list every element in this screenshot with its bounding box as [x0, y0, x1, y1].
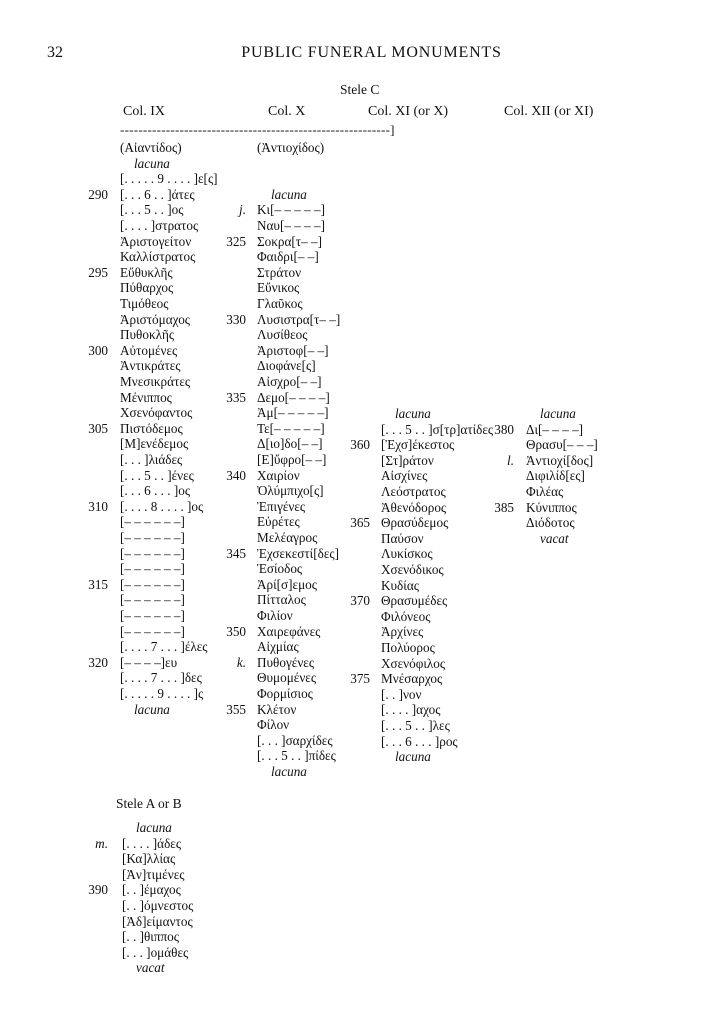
- name-entry: [. . . . ]άδες: [122, 836, 182, 851]
- name-entry: [– – – – – –]: [120, 561, 185, 576]
- col-x-heading: Col. X: [268, 104, 306, 119]
- name-entry: Γλαῦκος: [257, 296, 303, 311]
- name-entry: Τε[– – – – –]: [257, 421, 325, 436]
- line-number: 315: [88, 577, 108, 592]
- name-entry: Ἀντικράτες: [120, 358, 181, 373]
- line-number: 310: [88, 499, 108, 514]
- name-entry: [. . ]έμαχος: [122, 882, 181, 897]
- name-entry: [– – – – – –]: [120, 608, 185, 623]
- name-entry: Αἰχμίας: [257, 639, 299, 654]
- name-entry: Σοκρα[τ– –]: [257, 234, 322, 249]
- name-entry: [– – – –]ευ: [120, 655, 178, 670]
- line-number: j.: [239, 202, 246, 217]
- stele-c-title: Stele C: [340, 82, 380, 97]
- name-entry: [– – – – – –]: [120, 577, 185, 592]
- name-entry: [Ε]ὔφρο[– –]: [257, 452, 327, 467]
- name-entry: Δ[ιο]δο[– –]: [257, 436, 323, 451]
- name-entry: [. . ]θιππος: [122, 929, 179, 944]
- name-entry: Φιλόνεος: [381, 609, 431, 624]
- name-entry: Παύσον: [381, 531, 424, 546]
- line-number: 325: [226, 234, 246, 249]
- name-entry: Χσενόφιλος: [381, 656, 446, 671]
- name-entry: Χσενόδικος: [381, 562, 444, 577]
- editorial-note: lacuna: [134, 156, 170, 171]
- line-number: 365: [350, 515, 370, 530]
- name-entry: [Κα]λλίας: [122, 851, 176, 866]
- name-entry: Ἀριστογείτον: [120, 234, 192, 249]
- name-entry: [. . . . . 9 . . . . ]ς: [120, 686, 204, 701]
- name-entry: [Στ]ράτον: [381, 453, 434, 468]
- name-entry: [. . . . 8 . . . . ]ος: [120, 499, 204, 514]
- editorial-note: lacuna: [271, 764, 307, 779]
- name-entry: Χαιρίον: [257, 468, 300, 483]
- name-entry: Τιμόθεος: [120, 296, 169, 311]
- name-entry: Λυσίθεος: [257, 327, 308, 342]
- line-number: 295: [88, 265, 108, 280]
- name-entry: [Μ]ενέδεμος: [120, 436, 189, 451]
- name-entry: [. . . ]σαρχίδες: [257, 733, 333, 748]
- name-entry: Λυσιστρα[τ– –]: [257, 312, 341, 327]
- editorial-note: vacat: [136, 960, 165, 975]
- name-entry: Θυμομένες: [257, 670, 317, 685]
- name-entry: Διοφάνε[ς]: [257, 358, 316, 373]
- name-entry: Ναυ[– – – –]: [257, 218, 326, 233]
- name-entry: [. . . 6 . . . ]ρος: [381, 734, 458, 749]
- name-entry: Θρασυμέδες: [381, 593, 448, 608]
- name-entry: Διφιλίδ[ες]: [526, 468, 585, 483]
- column-rule: -----------------------------------------------------------]: [120, 122, 395, 137]
- name-entry: Ἐπιγένες: [257, 499, 306, 514]
- name-entry: [. . . . . 9 . . . . ]ε[ς]: [120, 171, 218, 186]
- col-ix-heading: Col. IX: [123, 104, 165, 119]
- name-entry: Στράτον: [257, 265, 302, 280]
- name-entry: Μνεσικράτες: [120, 374, 191, 389]
- name-entry: Διόδοτος: [526, 515, 575, 530]
- name-entry: Φορμίσιος: [257, 686, 313, 701]
- stele-ab-title: Stele A or B: [116, 796, 182, 811]
- name-entry: Κύνιππος: [526, 500, 577, 515]
- line-number: 380: [494, 422, 514, 437]
- name-entry: Φιλέας: [526, 484, 564, 499]
- line-number: l.: [507, 453, 514, 468]
- name-entry: Φίλον: [257, 717, 290, 732]
- name-entry: Πίτταλος: [257, 592, 306, 607]
- line-number: 330: [226, 312, 246, 327]
- name-entry: Φαιδρι[– –]: [257, 249, 319, 264]
- name-entry: Θρασύδεμος: [381, 515, 449, 530]
- name-entry: [. . . 5 . . ]λες: [381, 718, 450, 733]
- line-number: 350: [226, 624, 246, 639]
- line-number: 300: [88, 343, 108, 358]
- name-entry: Πολύορος: [381, 640, 435, 655]
- editorial-note: lacuna: [395, 749, 431, 764]
- name-entry: Δι[– – – –]: [526, 422, 584, 437]
- name-entry: [. . . 5 . . ]ος: [120, 202, 184, 217]
- name-entry: Ἀριστόμαχος: [120, 312, 191, 327]
- name-entry: Εὔνικος: [257, 280, 300, 295]
- name-entry: [. . . . ]στρατος: [120, 218, 199, 233]
- editorial-note: lacuna: [136, 820, 172, 835]
- name-entry: Ἀρχίνες: [381, 624, 424, 639]
- line-number: 355: [226, 702, 246, 717]
- line-number: 375: [350, 671, 370, 686]
- col-xii-heading: Col. XII (or XI): [504, 104, 594, 119]
- line-number: m.: [95, 836, 108, 851]
- name-entry: Θρασυ[– – –]: [526, 437, 598, 452]
- line-number: 290: [88, 187, 108, 202]
- name-entry: Κι[– – – – –]: [257, 202, 326, 217]
- name-entry: Αἰσχρο[– –]: [257, 374, 322, 389]
- name-entry: [– – – – – –]: [120, 624, 185, 639]
- page-number: 32: [47, 44, 63, 61]
- name-entry: Κλέτον: [257, 702, 297, 717]
- running-head: PUBLIC FUNERAL MONUMENTS: [241, 44, 502, 61]
- name-entry: Ἀρί[σ]εμος: [257, 577, 317, 592]
- name-entry: (Αἰαντίδος): [120, 140, 182, 155]
- name-entry: [. . . . 7 . . . ]έλες: [120, 639, 208, 654]
- line-number: 335: [226, 390, 246, 405]
- name-entry: Μνέσαρχος: [381, 671, 443, 686]
- line-number: 345: [226, 546, 246, 561]
- name-entry: Φιλίον: [257, 608, 293, 623]
- col-xi-heading: Col. XI (or X): [368, 104, 449, 119]
- line-number: 305: [88, 421, 108, 436]
- name-entry: Ἀντιοχί[δος]: [526, 453, 594, 468]
- name-entry: Λυκίσκος: [381, 546, 433, 561]
- name-entry: Ἀριστοφ[– –]: [257, 343, 329, 358]
- name-entry: Εὔθυκλῆς: [120, 265, 173, 280]
- name-entry: [. . . 5 . . ]ένες: [120, 468, 194, 483]
- name-entry: Χσενόφαντος: [120, 405, 193, 420]
- line-number: 370: [350, 593, 370, 608]
- name-entry: Ὀλύμπιχο[ς]: [257, 483, 324, 498]
- name-entry: Μελέαγρος: [257, 530, 318, 545]
- name-entry: Αὐτομένες: [120, 343, 178, 358]
- name-entry: Μένιππος: [120, 390, 172, 405]
- name-entry: [– – – – – –]: [120, 530, 185, 545]
- name-entry: Ἐχσεκεστί[δες]: [257, 546, 339, 561]
- name-entry: Πύθαρχος: [120, 280, 174, 295]
- name-entry: [– – – – – –]: [120, 546, 185, 561]
- name-entry: [. . . ]λιάδες: [120, 452, 183, 467]
- line-number: k.: [236, 655, 246, 670]
- name-entry: [Ἐχσ]έκεστος: [381, 437, 455, 452]
- name-entry: [. . . 6 . . . ]ος: [120, 483, 191, 498]
- editorial-note: vacat: [540, 531, 569, 546]
- name-entry: [Ἀδ]είμαντος: [122, 914, 193, 929]
- name-entry: Ἀμ[– – – – –]: [257, 405, 329, 420]
- name-entry: Πυθοκλῆς: [120, 327, 175, 342]
- name-entry: [. . . . 7 . . . ]δες: [120, 670, 202, 685]
- editorial-note: lacuna: [271, 187, 307, 202]
- name-entry: Εὐρέτες: [257, 514, 300, 529]
- name-entry: Πιστόδεμος: [120, 421, 183, 436]
- name-entry: [. . . ]ομάθες: [122, 945, 189, 960]
- line-number: 360: [350, 437, 370, 452]
- line-number: 320: [88, 655, 108, 670]
- name-entry: Κυδίας: [381, 578, 419, 593]
- name-entry: (Ἀντιοχίδος): [257, 140, 325, 155]
- name-entry: [Ἀν]τιμένες: [122, 867, 185, 882]
- name-entry: [. . . . ]αχος: [381, 702, 441, 717]
- name-entry: [. . . 6 . . ]άτες: [120, 187, 195, 202]
- name-entry: [. . . 5 . . ]πίδες: [257, 748, 336, 763]
- name-entry: Δεμο[– – – –]: [257, 390, 330, 405]
- line-number: 385: [494, 500, 514, 515]
- name-entry: Καλλίστρατος: [120, 249, 196, 264]
- name-entry: [. . ]νον: [381, 687, 422, 702]
- name-entry: [– – – – – –]: [120, 592, 185, 607]
- name-entry: Πυθογένες: [257, 655, 315, 670]
- name-entry: Ἀθενόδορος: [381, 500, 447, 515]
- name-entry: Ἑσίοδος: [257, 561, 303, 576]
- name-entry: Λεόστρατος: [381, 484, 446, 499]
- editorial-note: lacuna: [395, 406, 431, 421]
- name-entry: [. . . 5 . . ]σ[τρ]ατίδες: [381, 422, 494, 437]
- line-number: 340: [226, 468, 246, 483]
- name-entry: [– – – – – –]: [120, 514, 185, 529]
- name-entry: [. . ]όμνεστος: [122, 898, 194, 913]
- name-entry: Χαιρεφάνες: [257, 624, 321, 639]
- editorial-note: lacuna: [540, 406, 576, 421]
- editorial-note: lacuna: [134, 702, 170, 717]
- line-number: 390: [88, 882, 108, 897]
- name-entry: Αἰσχίνες: [381, 468, 428, 483]
